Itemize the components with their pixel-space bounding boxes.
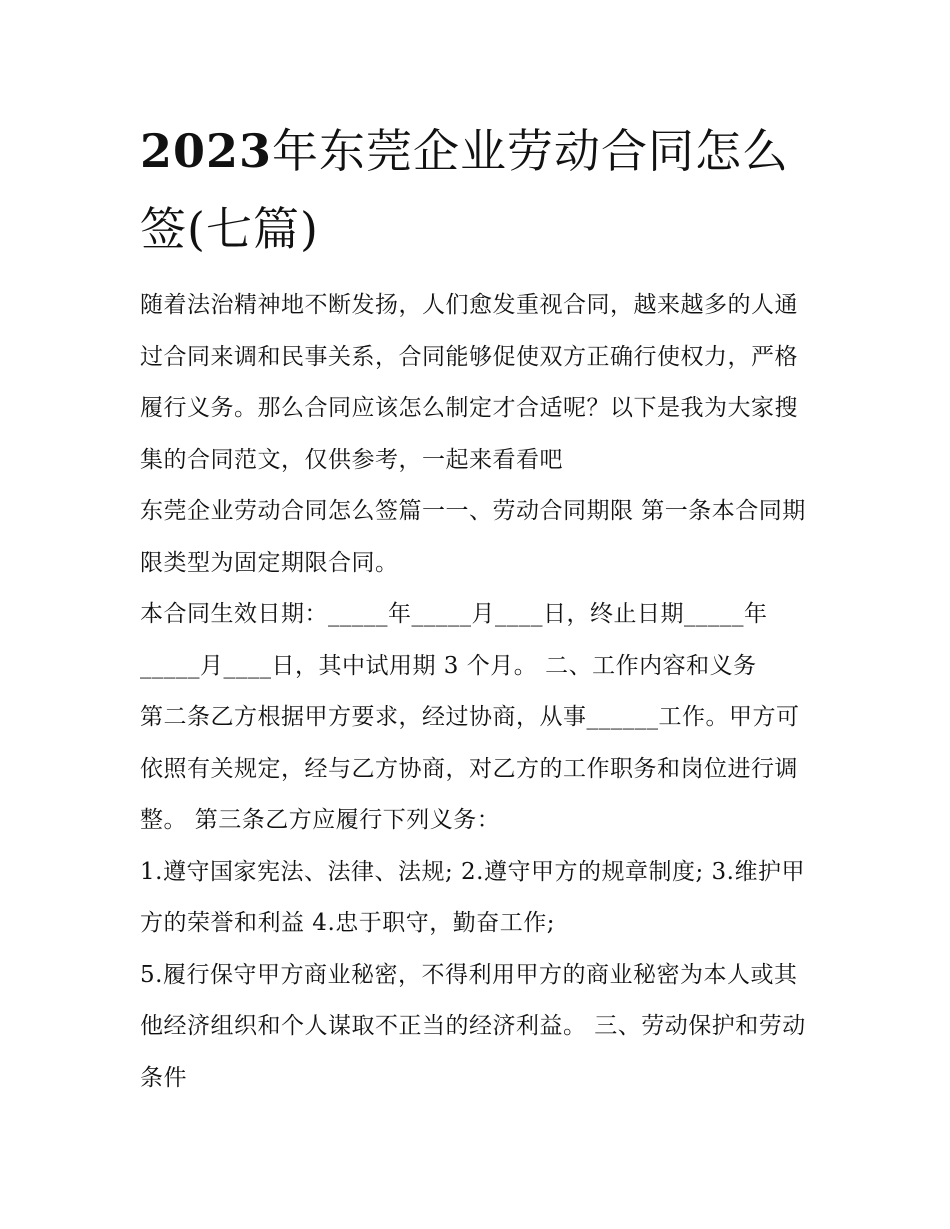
article-two-paragraph: 第二条乙方根据甲方要求，经过协商，从事______工作。甲方可依照有关规定，经与乙方协商，对乙方的工作职务和岗位进行调整。 第三条乙方应履行下列义务：	[140, 704, 800, 833]
article-one-paragraph: 东莞企业劳动合同怎么签篇一一、劳动合同期限 第一条本合同期限类型为固定期限合同。	[140, 498, 806, 576]
intro-paragraph: 随着法治精神地不断发扬，人们愈发重视合同，越来越多的人通过合同来调和民事关系，合同能够促使双方正确行使权力，严格履行义务。那么合同应该怎么制定才合适呢？以下是我为大家搜集的合同范文，仅供参考，一起来看看吧	[140, 292, 798, 473]
title-year: 2023	[140, 124, 273, 178]
document-title	[140, 112, 820, 268]
title-text: 年东莞企业劳动合同怎么签(七篇)	[140, 124, 790, 256]
effective-date-paragraph: 本合同生效日期：_____年_____月____日，终止日期_____年_____月____日，其中试用期 3 个月。 二、工作内容和义务	[140, 601, 768, 679]
document-page	[140, 112, 820, 1104]
confidentiality-paragraph: 5.履行保守甲方商业秘密，不得利用甲方的商业秘密为本人或其他经济组织和个人谋取不正当的经济利益。 三、劳动保护和劳动条件	[140, 961, 806, 1091]
obligations-list-paragraph: 1.遵守国家宪法、法律、法规; 2.遵守甲方的规章制度; 3.维护甲方的荣誉和利益 4.忠于职守，勤奋工作;	[140, 858, 805, 936]
